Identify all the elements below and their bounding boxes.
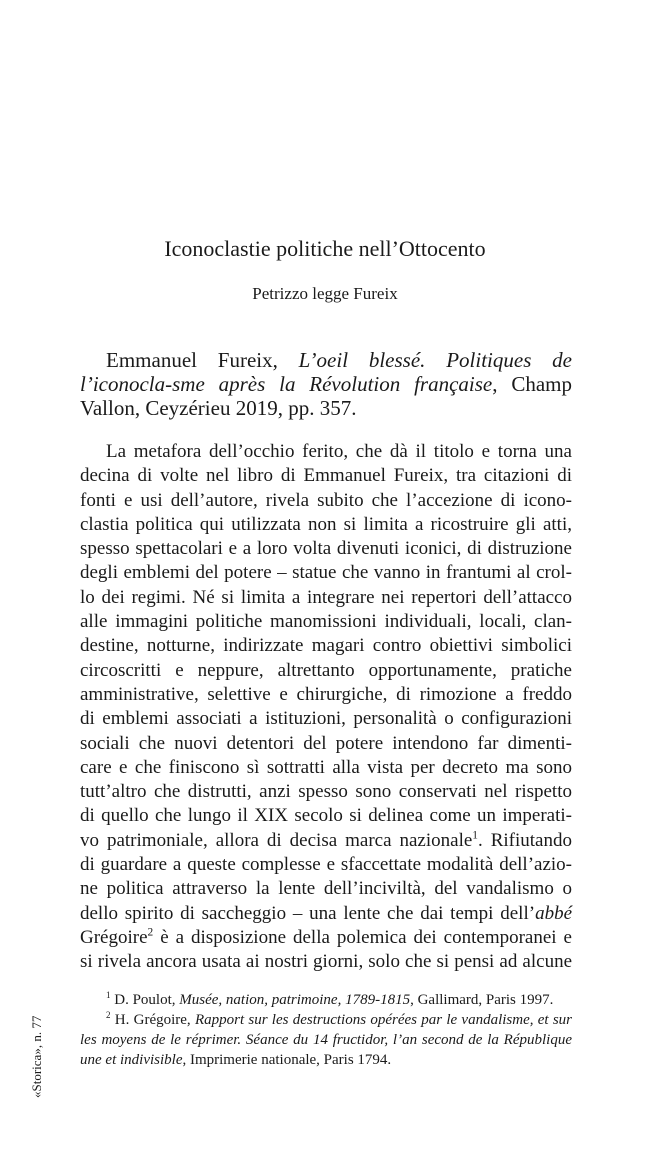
body-line: destine, notturne, indirizzate magari contro obiettivi simbolici [80, 635, 572, 657]
article-subtitle: Petrizzo legge Fureix [252, 284, 398, 303]
body-line: sociali che nuovi detentori del potere intendono far dimenti- [80, 732, 572, 754]
body-line: si rivela ancora usata ai nostri giorni, solo che si pensi ad alcune [80, 951, 572, 973]
body-text [80, 440, 572, 975]
body-line: tutt’altro che distrutti, anzi spesso sono conservati nel rispetto [80, 781, 572, 803]
book-reference [80, 348, 572, 420]
body-line: fonti e usi dell’autore, rivela subito che l’accezione di icono- [80, 489, 572, 511]
reference-details: , Champ Vallon, Ceyzérieu 2019, pp. 357. [80, 372, 572, 420]
body-line: dello spirito di saccheggio – una lente che dai tempi dell’abbé [80, 902, 572, 924]
body-line: di emblemi associati a istituzioni, personalità o configurazioni [80, 708, 572, 730]
journal-side-label: «Storica», n. 77 [29, 1015, 44, 1098]
footnote-1: $^1$ D. Poulot, Musée, nation, patrimoine, 1789-1815, Gallimard, Paris 1997. [106, 990, 554, 1008]
body-line: circoscritti e neppure, altrettanto opportunamente, pratiche [80, 659, 572, 681]
article-title: Iconoclastie politiche nell’Ottocento [164, 236, 486, 261]
body-line: clastia politica qui utilizzata non si limita a ricostruire gli atti, [80, 513, 572, 535]
body-line: decina di volte nel libro di Emmanuel Fureix, tra citazioni di [80, 465, 572, 487]
body-line: di guardare a queste complesse e sfaccettate modalità dell’azio- [80, 854, 572, 876]
body-line: spesso spettacolari e a loro volta divenuti iconici, di distruzione [80, 538, 572, 560]
footnote-2: $^2$ H. Grégoire, Rapport sur les destructions opérées par le vandalisme, et sur les moyens de le réprimer. Séance du 14 fructidor, l’an second de la République une et indivisible, Imprimerie nationale, Paris 1794. [80, 1010, 573, 1068]
footnote-ref-1[interactable]: 1 [472, 829, 478, 842]
body-line: di quello che lungo il XIX secolo si delinea come un imperati- [80, 805, 572, 827]
footnotes [80, 990, 572, 1070]
reference-author: Emmanuel Fureix, [106, 348, 299, 372]
body-line: ne politica attraverso la lente dell’inciviltà, del vandalismo o [80, 878, 572, 900]
footnote-ref-2[interactable]: 2 [147, 926, 154, 939]
body-line: amministrative, selettive e chirurgiche, di rimozione a freddo [80, 683, 572, 705]
body-line: degli emblemi del potere – statue che vanno in frantumi al crol- [80, 562, 572, 584]
reference-book-title: L’oeil blessé. Politiques de l’iconocla-sme après la Révolution française [80, 348, 572, 396]
body-line: alle immagini politiche manomissioni individuali, locali, clan- [80, 611, 572, 633]
body-line: La metafora dell’occhio ferito, che dà il titolo e torna una [106, 441, 572, 462]
footnote-number: 2 [106, 1010, 111, 1020]
footnote-number: 1 [106, 990, 111, 1000]
body-line: vo patrimoniale, allora di decisa marca nazionale$^1$. Rifiutando [80, 829, 572, 851]
body-line: lo dei regimi. Né si limita a integrare nei repertori dell’attacco [80, 586, 572, 608]
body-line: care e che finiscono sì sottratti alla vista per decreto ma sono [80, 756, 572, 778]
body-line: Grégoire$^2$ è a disposizione della polemica dei contemporanei e [80, 926, 572, 948]
